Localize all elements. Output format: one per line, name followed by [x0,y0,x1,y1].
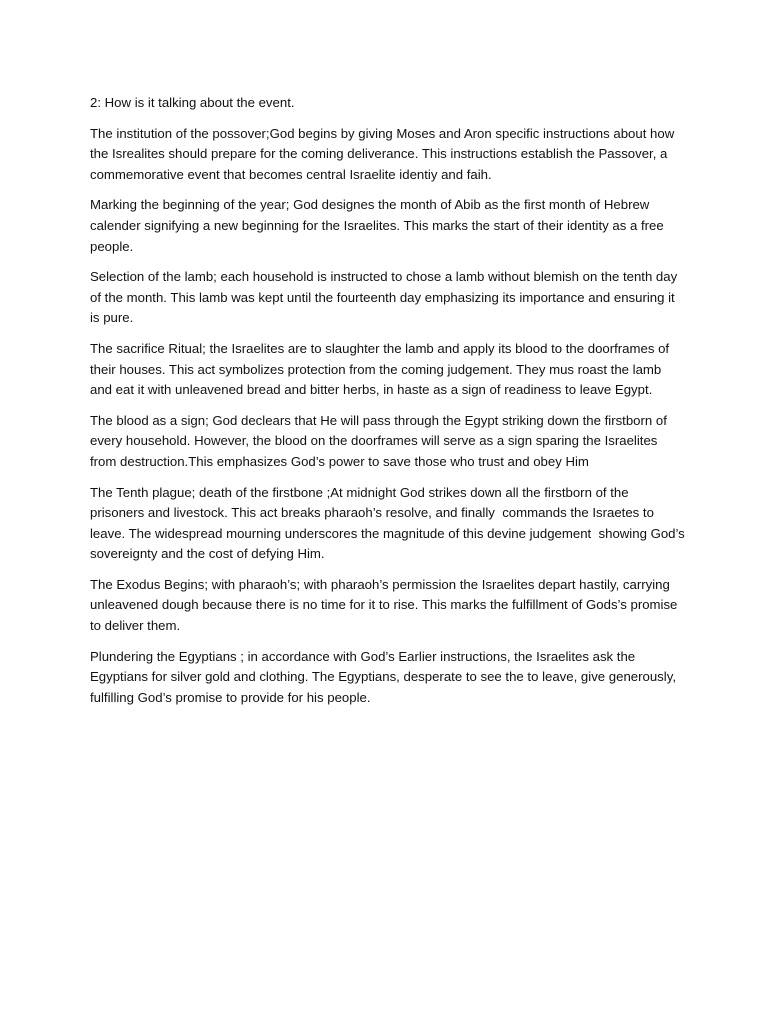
paragraph-beginning-of-year: Marking the beginning of the year; God designes the month of Abib as the first month of Hebrew calender signifying a new beginning for the Israelites. This marks the start of their identity as a free people. [90,197,668,254]
paragraph-sacrifice-ritual: The sacrifice Ritual; the Israelites are to slaughter the lamb and apply its blood to the doorframes of their houses. This act symbolizes protection from the coming judgement. They mus roast the lamb and eat it with unleavened bread and bitter herbs, in haste as a sign of readiness to leave Egypt. [90,340,673,398]
paragraph-blood-as-sign: The blood as a sign; God declears that He will pass through the Egypt striking down the firstborn of every household. However, the blood on the doorframes will serve as a sign sparing the Israelites from destruction.This emphasizes God’s power to save those who trust and obey Him [90,412,671,469]
paragraph-tenth-plague: The Tenth plague; death of the firstbone ;At midnight God strikes down all the firstborn of the prisoners and livestock. This act breaks pharaoh’s resolve, and finally commands the Israetes to leave. The widespread mourning underscores the magnitude of this devine judgement showing God’s sovereignty and the cost of defying Him. [90,484,693,562]
document-heading: 2: How is it talking about the event. [90,95,295,110]
paragraph-passover-institution: The institution of the possover;God begins by giving Moses and Aron specific instructions about how the Isrealites should prepare for the coming deliverance. This instructions establish the Passover, a commemorative event that becomes central Israelite identiy and faih. [90,125,678,182]
document-body [90,93,693,718]
paragraph-plundering-egyptians: Plundering the Egyptians ; in accordance with God’s Earlier instructions, the Israelites ask the Egyptians for silver gold and clothing. The Egyptians, desperate to see the to leave, give generously, fulfilling God’s promise to provide for his people. [90,648,680,705]
paragraph-exodus-begins: The Exodus Begins; with pharaoh’s; with pharaoh’s permission the Israelites depart hastily, carrying unleavened dough because there is no time for it to rise. This marks the fulfillment of Gods’s promise to deliver them. [90,576,682,634]
paragraph-selection-of-lamb: Selection of the lamb; each household is instructed to chose a lamb without blemish on the tenth day of the month. This lamb was kept until the fourteenth day emphasizing its importance and ensuring it is pure. [90,269,681,326]
